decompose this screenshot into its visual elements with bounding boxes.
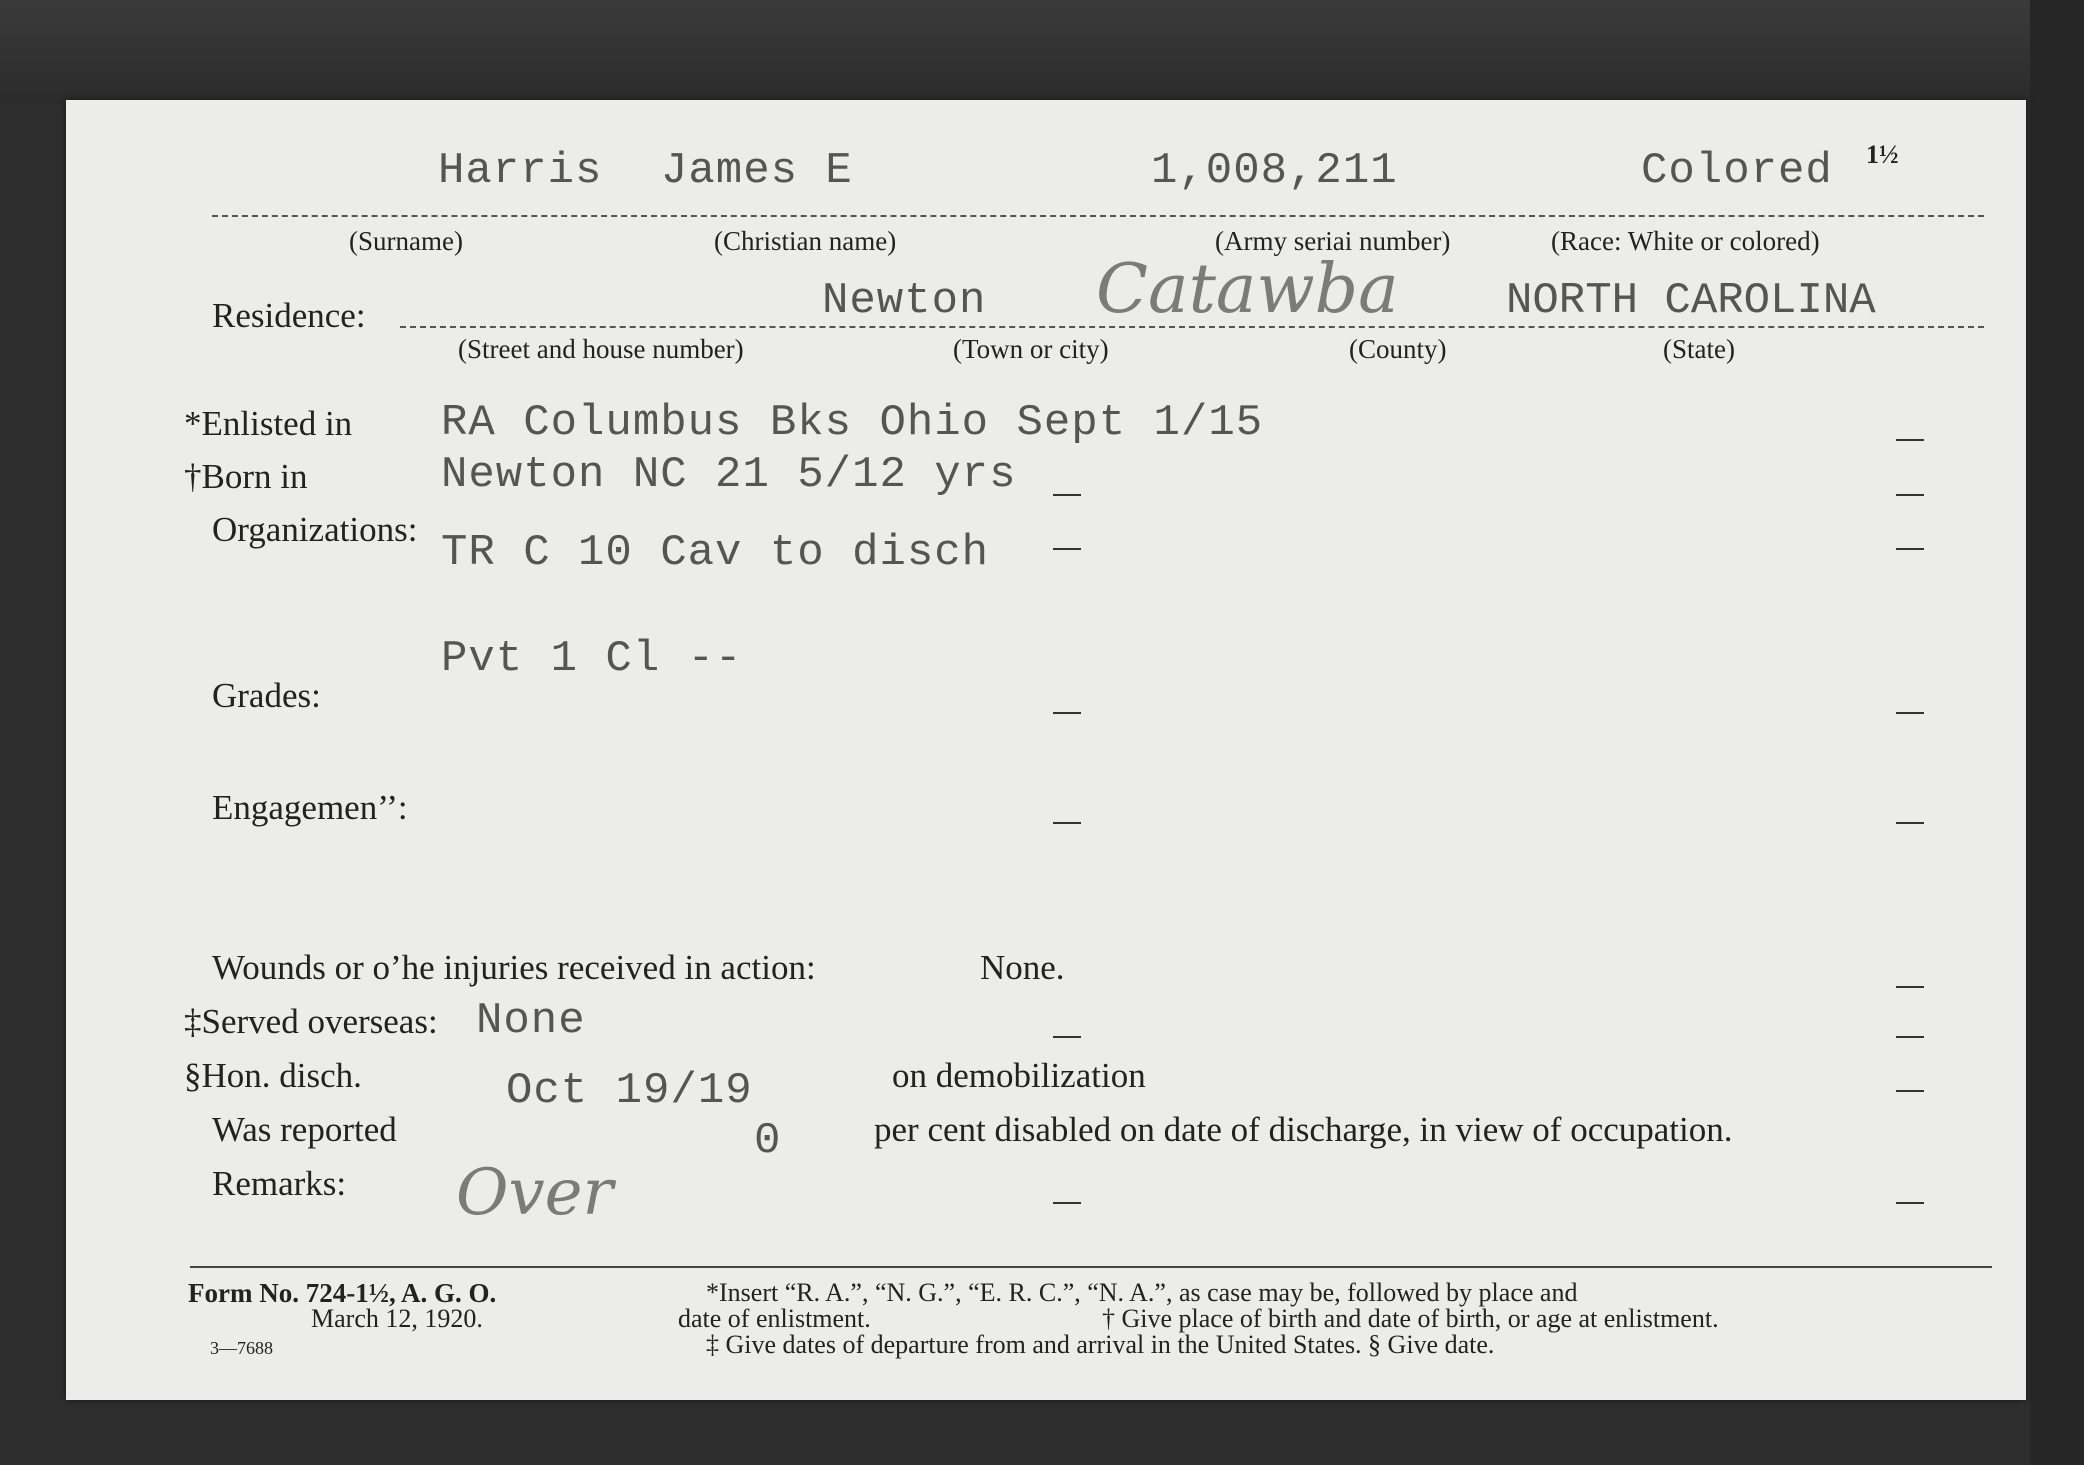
scanner-backdrop-right bbox=[2030, 0, 2084, 1465]
form-date: March 12, 1920. bbox=[311, 1304, 483, 1333]
wounds-label: Wounds or o’he injuries received in action: bbox=[212, 948, 816, 987]
overseas-label: ‡Served overseas: bbox=[184, 1002, 438, 1041]
organizations-right-dash bbox=[1896, 548, 1924, 550]
grades-mid-dash bbox=[1053, 712, 1081, 714]
remarks-label: Remarks: bbox=[212, 1164, 347, 1203]
reported-suffix: per cent disabled on date of discharge, in view of occupation. bbox=[874, 1110, 1733, 1149]
discharge-right-dash bbox=[1896, 1090, 1924, 1092]
residence-town-value: Newton bbox=[822, 276, 987, 326]
serial-number-value: 1,008,211 bbox=[1151, 146, 1398, 196]
street-caption: (Street and house number) bbox=[458, 334, 744, 364]
wounds-value: None. bbox=[980, 948, 1065, 987]
overseas-mid-dash bbox=[1053, 1036, 1081, 1038]
born-value: Newton NC 21 5/12 yrs bbox=[441, 450, 1017, 500]
footer-rule bbox=[190, 1266, 1992, 1268]
race-value: Colored bbox=[1641, 146, 1833, 196]
remarks-right-dash bbox=[1896, 1202, 1924, 1204]
grades-right-dash bbox=[1896, 712, 1924, 714]
service-record-card bbox=[66, 100, 2026, 1400]
organizations-label: Organizations: bbox=[212, 510, 418, 549]
county-caption: (County) bbox=[1349, 334, 1447, 364]
reported-label: Was reported bbox=[212, 1110, 397, 1149]
engagements-label: Engagemen’’: bbox=[212, 788, 408, 827]
engagements-right-dash bbox=[1896, 822, 1924, 824]
footer-note-line2-left: date of enlistment. bbox=[678, 1304, 871, 1333]
christian-name-caption: (Christian name) bbox=[714, 226, 897, 256]
serial-number-caption: (Army seriai number) bbox=[1215, 226, 1451, 256]
residence-county-value: Catawba bbox=[1096, 250, 1399, 329]
christian-name-value: James E bbox=[661, 146, 853, 196]
grades-value: Pvt 1 Cl -- bbox=[441, 634, 743, 684]
footer-note-line1: *Insert “R. A.”, “N. G.”, “E. R. C.”, “N. A.”, as case may be, followed by place and bbox=[706, 1278, 1578, 1307]
born-right-dash bbox=[1896, 494, 1924, 496]
surname-value: Harris bbox=[438, 146, 603, 196]
town-caption: (Town or city) bbox=[953, 334, 1109, 364]
overseas-right-dash bbox=[1896, 1036, 1924, 1038]
discharge-date-value: Oct 19/19 bbox=[506, 1066, 753, 1116]
remarks-value: Over bbox=[456, 1156, 614, 1230]
print-code: 3—7688 bbox=[210, 1338, 273, 1358]
residence-label: Residence: bbox=[212, 296, 366, 335]
race-caption: (Race: White or colored) bbox=[1551, 226, 1820, 256]
born-mid-dash bbox=[1053, 494, 1081, 496]
corner-mark: 1½ bbox=[1866, 140, 1899, 169]
residence-state-value: NORTH CAROLINA bbox=[1506, 276, 1876, 326]
footer-note-line3: ‡ Give dates of departure from and arrival in the United States. § Give date. bbox=[706, 1330, 1495, 1359]
grades-label: Grades: bbox=[212, 676, 321, 715]
enlisted-right-dash bbox=[1896, 439, 1924, 441]
discharge-suffix: on demobilization bbox=[892, 1056, 1146, 1095]
surname-caption: (Surname) bbox=[349, 226, 463, 256]
engagements-mid-dash bbox=[1053, 822, 1081, 824]
enlisted-label: *Enlisted in bbox=[184, 404, 353, 443]
state-caption: (State) bbox=[1663, 334, 1735, 364]
born-label: †Born in bbox=[184, 457, 308, 496]
header-dashed-rule bbox=[212, 215, 1984, 217]
enlisted-value: RA Columbus Bks Ohio Sept 1/15 bbox=[441, 398, 1264, 448]
footer-note-line2-right: † Give place of birth and date of birth, or age at enlistment. bbox=[1102, 1304, 1719, 1333]
discharge-label: §Hon. disch. bbox=[184, 1056, 362, 1095]
form-number: Form No. 724-1½, A. G. O. bbox=[188, 1278, 497, 1308]
organizations-value: TR C 10 Cav to disch bbox=[441, 528, 990, 578]
organizations-mid-dash bbox=[1053, 548, 1081, 550]
wounds-right-dash bbox=[1896, 986, 1924, 988]
reported-value: 0 bbox=[754, 1116, 782, 1166]
remarks-mid-dash bbox=[1053, 1202, 1081, 1204]
scanner-backdrop-top bbox=[0, 0, 2084, 105]
overseas-value: None bbox=[476, 996, 586, 1046]
